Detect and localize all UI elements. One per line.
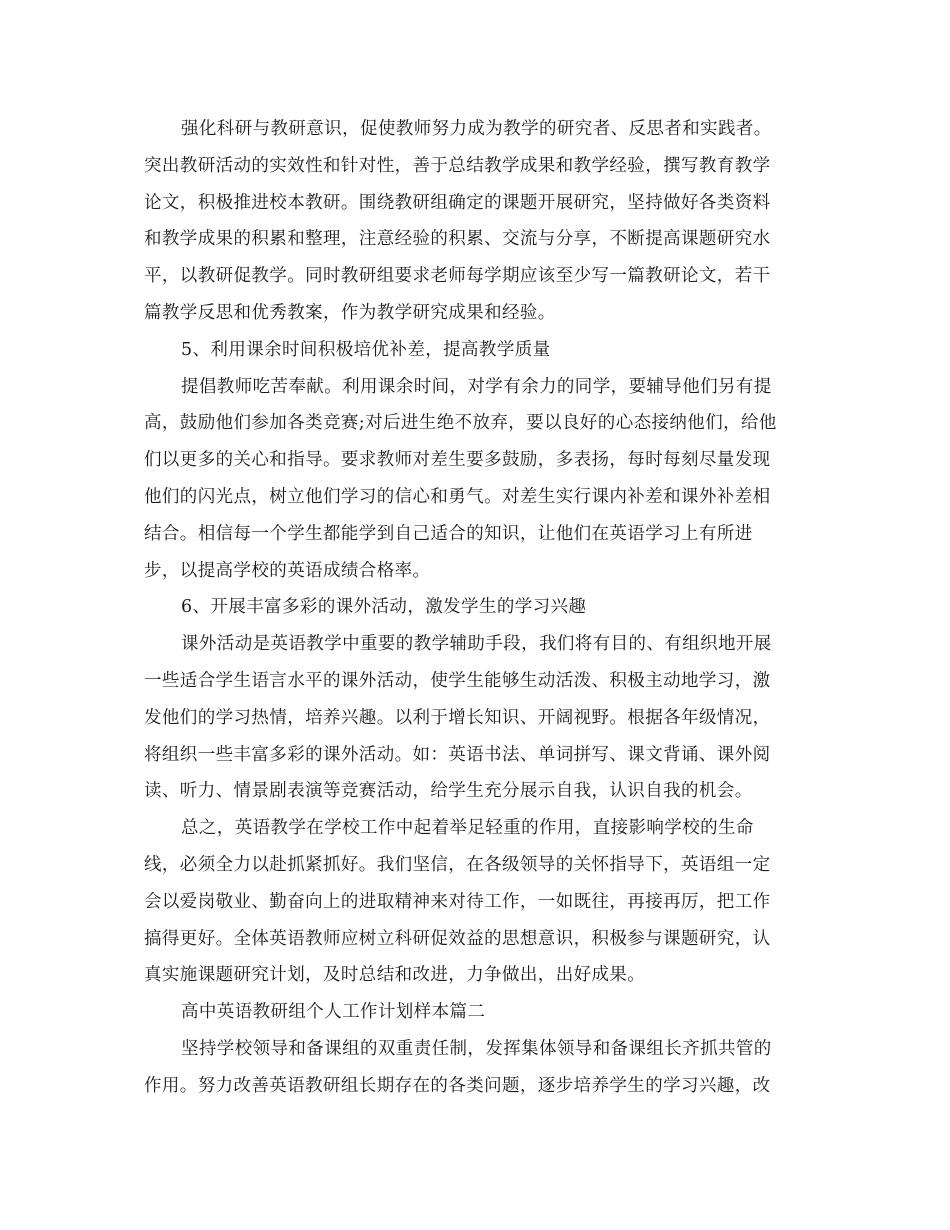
text-line: 强化科研与教研意识，促使教师努力成为教学的研究者、反思者和实践者。	[181, 119, 772, 139]
text-line: 总之，英语教学在学校工作中起着举足轻重的作用，直接影响学校的生命	[181, 818, 754, 839]
text-line: 作用。努力改善英语教研组长期存在的各类问题，逐步培养学生的学习兴趣，改	[144, 1075, 771, 1096]
text-line: 真实施课题研究计划，及时总结和改进，力争做出，出好成果。	[144, 965, 646, 986]
text-line: 读、听力、情景剧表演等竞赛活动，给学生充分展示自我，认识自我的机会。	[144, 781, 753, 802]
text-line: 论文，积极推进校本教研。围绕教研组确定的课题开展研究，坚持做好各类资料	[144, 192, 771, 213]
document-body	[144, 111, 814, 1105]
text-line: 会以爱岗敬业、勤奋向上的进取精神来对待工作，一如既往，再接再厉，把工作	[144, 891, 771, 912]
text-line: 将组织一些丰富多彩的课外活动。如：英语书法、单词拼写、课文背诵、课外阅	[144, 744, 771, 765]
document-title-heading: 高中英语教研组个人工作计划样本篇二	[181, 1002, 486, 1023]
text-line: 提倡教师吃苦奉献。利用课余时间，对学有余力的同学，要辅导他们另有提	[181, 376, 772, 397]
text-line: 坚持学校领导和备课组的双重责任制，发挥集体领导和备课组长齐抓共管的	[181, 1038, 772, 1059]
text-line: 结合。相信每一个学生都能学到自己适合的知识，让他们在英语学习上有所进	[144, 523, 753, 544]
section-heading: 6、开展丰富多彩的课外活动，激发学生的学习兴趣	[181, 597, 587, 618]
text-line: 步，以提高学校的英语成绩合格率。	[144, 560, 431, 581]
text-line: 搞得更好。全体英语教师应树立科研促效益的思想意识，积极参与课题研究，认	[144, 928, 771, 949]
text-line: 一些适合学生语言水平的课外活动，使学生能够生动活泼、积极主动地学习，激	[144, 670, 771, 691]
text-line: 突出教研活动的实效性和针对性，善于总结教学成果和教学经验，撰写教育教学	[144, 155, 771, 176]
text-line: 线，必须全力以赴抓紧抓好。我们坚信，在各级领导的关怀指导下，英语组一定	[144, 854, 771, 875]
text-line: 他们的闪光点，树立他们学习的信心和勇气。对差生实行课内补差和课外补差相	[144, 486, 771, 507]
text-line: 和教学成果的积累和整理，注意经验的积累、交流与分享，不断提高课题研究水	[144, 229, 771, 250]
text-line: 平，以教研促教学。同时教研组要求老师每学期应该至少写一篇教研论文，若干	[144, 266, 771, 287]
text-line: 篇教学反思和优秀教案，作为教学研究成果和经验。	[144, 302, 556, 323]
text-line: 发他们的学习热情，培养兴趣。以利于增长知识、开阔视野。根据各年级情况，	[144, 707, 771, 728]
text-line: 高，鼓励他们参加各类竞赛;对后进生绝不放弃，要以良好的心态接纳他们，给他	[144, 413, 777, 434]
section-heading: 5、利用课余时间积极培优补差，提高教学质量	[181, 339, 551, 360]
text-line: 们以更多的关心和指导。要求教师对差生要多鼓励，多表扬，每时每刻尽量发现	[144, 450, 771, 471]
text-line: 课外活动是英语教学中重要的教学辅助手段，我们将有目的、有组织地开展	[181, 634, 772, 655]
